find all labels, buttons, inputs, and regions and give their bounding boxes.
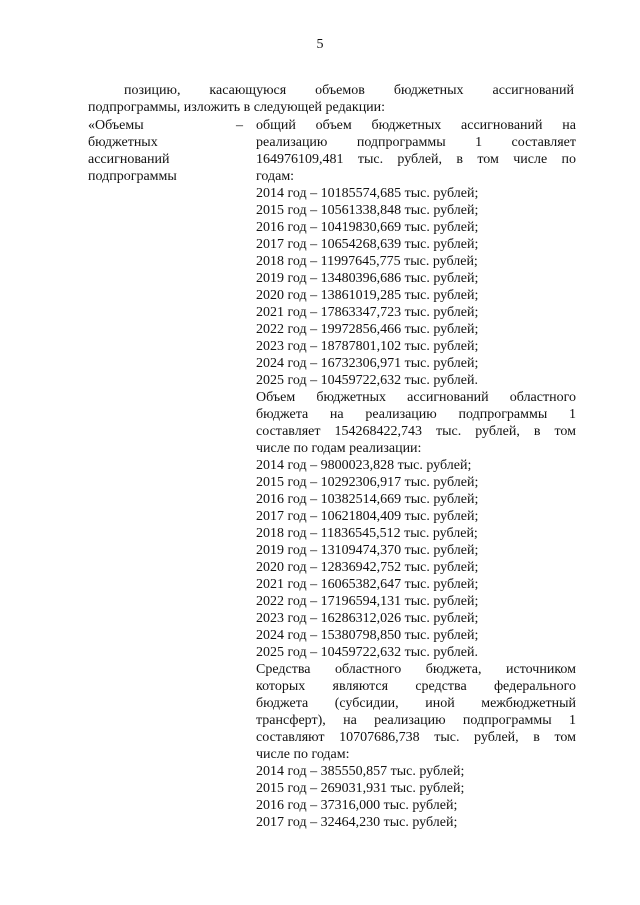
page-number: 5 [316,37,324,52]
year-line: 2025 год – 10459722,632 тыс. рублей. [256,645,478,660]
year-line: 2020 год – 12836942,752 тыс. рублей; [256,560,479,575]
year-line: 2025 год – 10459722,632 тыс. рублей. [256,373,478,388]
year-line: 2023 год – 18787801,102 тыс. рублей; [256,339,479,354]
year-line: 2014 год – 9800023,828 тыс. рублей; [256,458,472,473]
text-line: составляют 10707686,738 тыс. рублей, в том [256,730,576,745]
intro-paragraph [88,82,574,116]
year-line: 2019 год – 13109474,370 тыс. рублей; [256,543,479,558]
federal-years-list [256,763,576,831]
label-line: подпрограммы [88,169,177,184]
year-line: 2023 год – 16286312,026 тыс. рублей; [256,611,479,626]
total-paragraph [256,117,576,185]
text-line: трансферт), на реализацию подпрограммы 1 [256,713,576,728]
total-years-list [256,185,576,389]
federal-paragraph [256,661,576,763]
text-line: общий объем бюджетных ассигнований на [256,118,576,133]
year-line: 2014 год – 10185574,685 тыс. рублей; [256,186,479,201]
text-line: бюджета (субсидии, иной межбюджетный [256,696,576,711]
label-line: бюджетных [88,135,158,150]
label-line: «Объемы [88,118,144,133]
intro-line-2: подпрограммы, изложить в следующей редакции: [88,100,386,115]
year-line: 2017 год – 10654268,639 тыс. рублей; [256,237,479,252]
text-line: годам: [256,169,295,184]
year-line: 2015 год – 269031,931 тыс. рублей; [256,781,465,796]
text-line: составляет 154268422,743 тыс. рублей, в том [256,424,576,439]
regional-years-list [256,457,576,661]
year-line: 2020 год – 13861019,285 тыс. рублей; [256,288,479,303]
dash-separator: – [236,118,243,133]
label-line: ассигнований [88,152,170,167]
year-line: 2022 год – 17196594,131 тыс. рублей; [256,594,479,609]
year-line: 2024 год – 16732306,971 тыс. рублей; [256,356,479,371]
position-label [88,117,238,185]
year-line: 2021 год – 17863347,723 тыс. рублей; [256,305,479,320]
intro-line-1: позицию, касающуюся объемов бюджетных ассигнований [124,83,574,98]
text-line: реализацию подпрограммы 1 составляет [256,135,576,150]
text-line: 164976109,481 тыс. рублей, в том числе по [256,152,576,167]
allocation-content [256,117,576,831]
year-line: 2017 год – 32464,230 тыс. рублей; [256,815,458,830]
year-line: 2014 год – 385550,857 тыс. рублей; [256,764,465,779]
text-line: Объем бюджетных ассигнований областного [256,390,576,405]
year-line: 2018 год – 11836545,512 тыс. рублей; [256,526,478,541]
year-line: 2016 год – 37316,000 тыс. рублей; [256,798,458,813]
year-line: 2022 год – 19972856,466 тыс. рублей; [256,322,479,337]
text-line: Средства областного бюджета, источником [256,662,576,677]
text-line: которых являются средства федерального [256,679,576,694]
year-line: 2017 год – 10621804,409 тыс. рублей; [256,509,479,524]
text-line: бюджета на реализацию подпрограммы 1 [256,407,576,422]
year-line: 2019 год – 13480396,686 тыс. рублей; [256,271,479,286]
year-line: 2015 год – 10561338,848 тыс. рублей; [256,203,479,218]
regional-paragraph [256,389,576,457]
year-line: 2024 год – 15380798,850 тыс. рублей; [256,628,479,643]
year-line: 2015 год – 10292306,917 тыс. рублей; [256,475,479,490]
year-line: 2016 год – 10382514,669 тыс. рублей; [256,492,479,507]
text-line: числе по годам реализации: [256,441,422,456]
year-line: 2018 год – 11997645,775 тыс. рублей; [256,254,478,269]
year-line: 2016 год – 10419830,669 тыс. рублей; [256,220,479,235]
year-line: 2021 год – 16065382,647 тыс. рублей; [256,577,479,592]
text-line: числе по годам: [256,747,350,762]
